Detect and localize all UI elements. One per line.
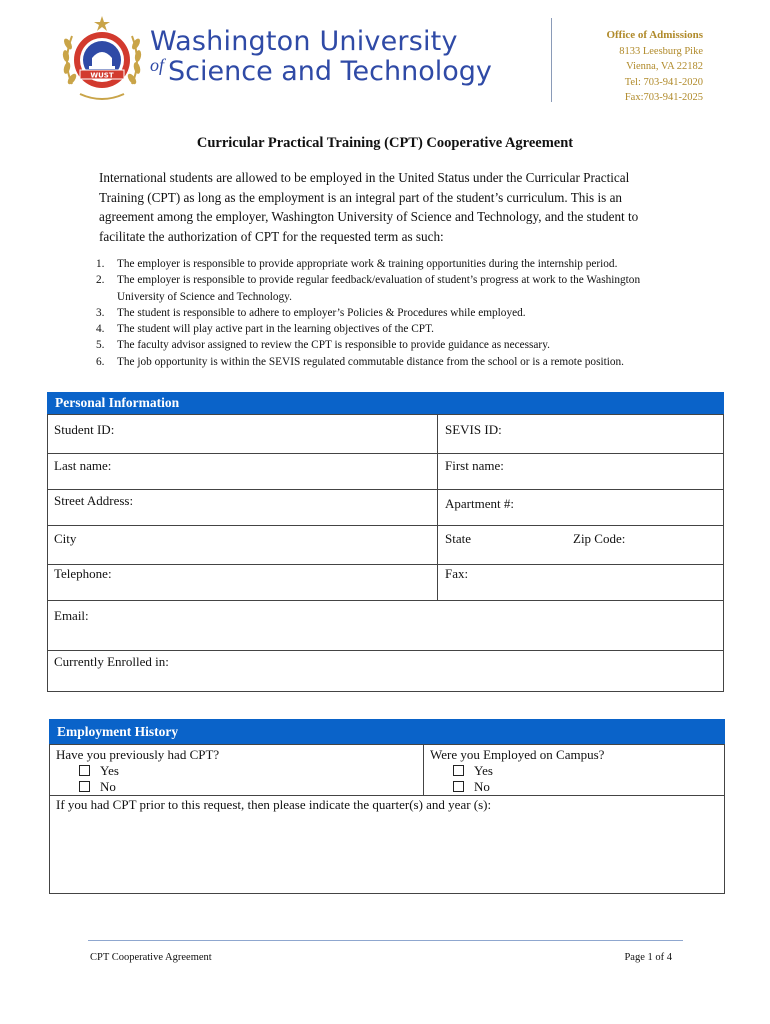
on-campus-no-option[interactable]: No [453, 779, 490, 795]
on-campus-question: Were you Employed on Campus? [430, 747, 605, 762]
university-name-line2 [150, 57, 492, 89]
fax-field[interactable]: Fax: [445, 566, 469, 581]
footer-document-name: CPT Cooperative Agreement [90, 952, 212, 963]
previous-cpt-question: Have you previously had CPT? [56, 747, 220, 762]
list-item: 6. The job opportunity is within the SEVIS regulated commutable distance from the school or is a remote position. [96, 355, 625, 368]
footer-divider [88, 940, 683, 941]
telephone-field[interactable]: Telephone: [54, 566, 112, 581]
apartment-field[interactable]: Apartment #: [445, 496, 514, 511]
checkbox[interactable] [453, 781, 464, 792]
previous-cpt-yes-option[interactable]: Yes [79, 763, 119, 779]
seal-text: WUST [90, 71, 114, 80]
office-address-line1: 8133 Leesburg Pike [619, 45, 703, 57]
personal-information-header: Personal Information [47, 392, 724, 414]
office-contact-block [606, 28, 703, 106]
footer-page-number: Page 1 of 4 [624, 952, 672, 963]
university-name-of: of [150, 55, 165, 75]
office-address-line2: Vienna, VA 22182 [626, 61, 703, 72]
previous-cpt-no-option[interactable]: No [79, 779, 116, 795]
checkbox[interactable] [79, 781, 90, 792]
university-name-line1: Washington University [150, 26, 458, 57]
email-field[interactable]: Email: [54, 608, 89, 623]
personal-information-table [47, 414, 724, 692]
on-campus-yes-option[interactable]: Yes [453, 763, 493, 779]
student-id-field[interactable]: Student ID: [54, 422, 115, 437]
agreement-rules-list [96, 256, 686, 370]
office-fax: Fax:703-941-2025 [624, 92, 703, 103]
intro-paragraph: International students are allowed to be employed in the United Status under the Curricular Practical Training (CPT) as long as the employment is an integral part of the student’s curriculum. This is an agreement among the employer, Washington University of Science and Technology, and the student to facilitate the authorization of CPT for the requested term as such: [99, 170, 639, 244]
last-name-field[interactable]: Last name: [54, 458, 112, 473]
prior-cpt-quarters-field[interactable]: If you had CPT prior to this request, then please indicate the quarter(s) and year (s): [56, 797, 492, 812]
employment-history-table [49, 744, 725, 894]
office-title: Office of Admissions [606, 29, 703, 41]
university-seal-logo [58, 14, 146, 102]
currently-enrolled-field[interactable]: Currently Enrolled in: [54, 654, 169, 669]
list-item: 1. The employer is responsible to provide appropriate work & training opportunities during the internship period. [96, 258, 618, 270]
city-field[interactable]: City [54, 531, 77, 546]
street-address-field[interactable]: Street Address: [54, 493, 134, 508]
first-name-field[interactable]: First name: [445, 458, 504, 473]
letterhead [0, 0, 770, 110]
document-title: Curricular Practical Training (CPT) Cooperative Agreement [196, 135, 574, 151]
list-item: 3. The student is responsible to adhere to employer’s Policies & Procedures while employed. [96, 306, 526, 319]
list-item: 4. The student will play active part in the learning objectives of the CPT. [96, 323, 434, 336]
university-name [150, 27, 492, 89]
checkbox[interactable] [79, 765, 90, 776]
zip-code-field[interactable]: Zip Code: [573, 531, 626, 546]
header-divider [551, 18, 552, 102]
state-field[interactable]: State [445, 531, 471, 546]
university-name-line2-text: Science and Technology [168, 56, 492, 87]
employment-history-header: Employment History [49, 719, 725, 744]
sevis-id-field[interactable]: SEVIS ID: [445, 422, 502, 437]
list-item: 2. The employer is responsible to provide regular feedback/evaluation of student’s progress at work to the Washington University of Science and Technology. [96, 274, 641, 303]
list-item: 5. The faculty advisor assigned to review the CPT is responsible to provide guidance as necessary. [96, 339, 550, 352]
checkbox[interactable] [453, 765, 464, 776]
office-phone: Tel: 703-941-2020 [624, 76, 703, 88]
